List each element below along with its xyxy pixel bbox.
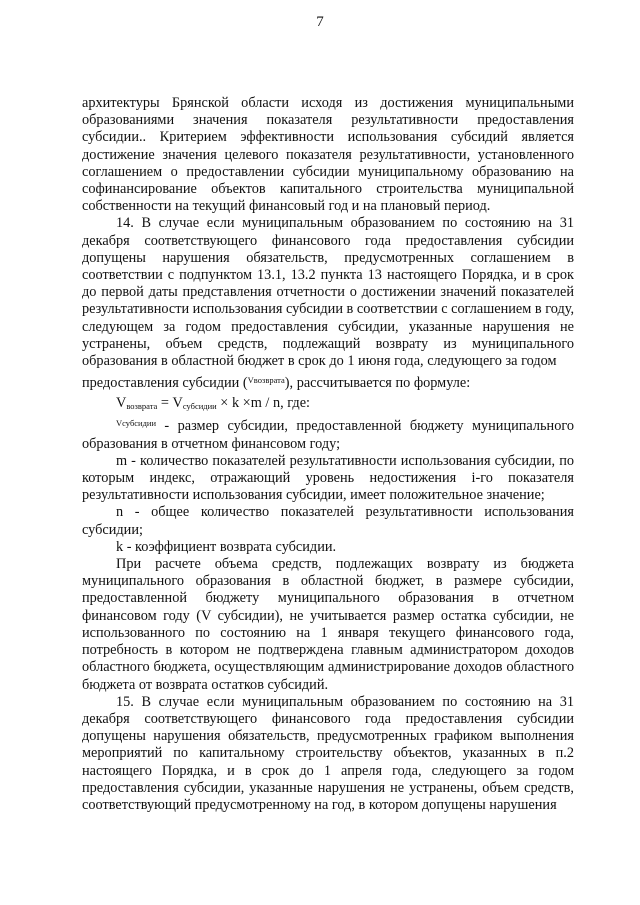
formula-intro-text: предоставления субсидии ( bbox=[82, 375, 248, 392]
document-body bbox=[82, 95, 574, 814]
definition-k: k - коэффициент возврата субсидии. bbox=[116, 538, 337, 555]
formula-intro-tail: ), рассчитывается по формуле: bbox=[284, 375, 471, 392]
definition-m: m - количество показателей результативности использования субсидии, по которым индекс, отражающий уровень недостижения i-го показателя результативности использования субсидии, имеет положительное значение; bbox=[82, 452, 574, 504]
paragraph-15: 15. В случае если муниципальным образованием по состоянию на 31 декабря соответствующего финансового года предоставления субсидии допущены нарушения обязательств, предусмотренных графиком выполнения мероприятий по капитальному строительству объектов, указанных в п.2 настоящего Порядка, и в срок до 1 апреля года, следующего за годом предоставления субсидии, указанные нарушения не устранены, объем средств, соответствующий предусмотренному на год, в котором допущены нарушения bbox=[82, 693, 574, 813]
paragraph-14: 14. В случае если муниципальным образованием по состоянию на 31 декабря соответствующего финансового года предоставления субсидии допущены нарушения обязательств, предусмотренных соглашением в соответствии с подпунктом 13.1, 13.2 пункта 13 настоящего Порядка, и в срок до первой даты представления отчетности о достижении значений показателей результативности использования субсидии в соответствии с соглашением в году, следующем за годом предоставления субсидии, указанные нарушения не устранены, объем средств, подлежащий возврату из муниципального образования в областной бюджет в срок до 1 июня года, следующего за годом bbox=[82, 215, 575, 370]
page-number: 7 bbox=[316, 14, 324, 30]
formula-intro bbox=[82, 372, 574, 392]
v-subsidii-symbol: Vсубсидии bbox=[116, 418, 157, 429]
v-vozvrata-symbol: Vвозврата bbox=[247, 375, 285, 386]
paragraph-residual: При расчете объема средств, подлежащих возврату из бюджета муниципального образования в областной бюджет, в размере субсидии, предоставленной бюджету муниципального образования в отчетном финансовом году (V субсидии), не учитывается размер остатка субсидии, не использованного по состоянию на 1 января текущего финансового года, потребность в котором не подтверждена главным администратором доходов областного бюджета, осуществляющим администрирование доходов областного бюджета от возврата остатков субсидий. bbox=[82, 556, 574, 693]
paragraph-criteria: архитектуры Брянской области исходя из достижения муниципальными образованиями значения показателя результативности предоставления субсидии.. Критерием эффективности использования субсидий является достижение значения целевого показателя результативности, установленного соглашением о предоставлении субсидии муниципальному образованию на софинансирование объектов капитального строительства муниципальной собственности на текущий финансовый год и на плановый период. bbox=[82, 95, 574, 215]
return-formula: $V_{возврата} = V_{субсидии} \times k \times m / n$, где: bbox=[116, 395, 311, 412]
definition-n: n - общее количество показателей результативности использования субсидии; bbox=[82, 504, 574, 538]
definition-v-subsidii: $^{Vсубсидии}$ - размер субсидии, предоставленной бюджету муниципального образования в отчетном финансовом году; bbox=[82, 418, 574, 452]
